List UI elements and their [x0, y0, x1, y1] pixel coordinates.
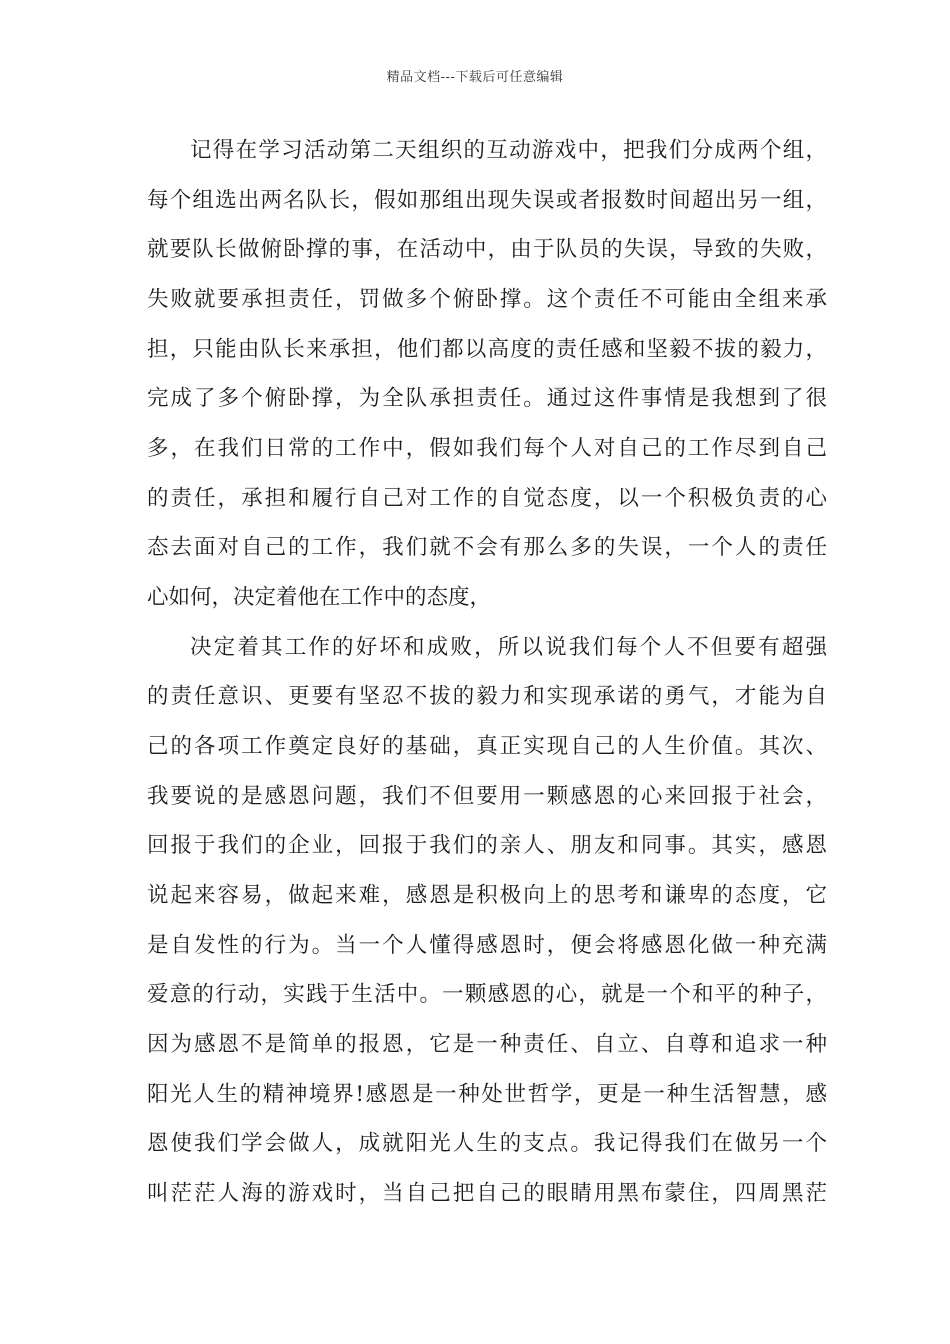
- text-line-19: 因为感恩不是简单的报恩，它是一种责任、自立、自尊和追求一种: [147, 1032, 827, 1057]
- text-line-16: 说起来容易，做起来难，感恩是积极向上的思考和谦卑的态度，它: [147, 883, 827, 908]
- text-line-13: 己的各项工作奠定良好的基础，真正实现自己的人生价值。其次、: [147, 734, 827, 759]
- text-line-22: 叫茫茫人海的游戏时，当自己把自己的眼睛用黑布蒙住，四周黑茫: [147, 1181, 827, 1206]
- text-line-10: 心如何，决定着他在工作中的态度，: [147, 585, 492, 610]
- text-line-9: 态去面对自己的工作，我们就不会有那么多的失误，一个人的责任: [147, 535, 827, 560]
- text-line-7: 多，在我们日常的工作中，假如我们每个人对自己的工作尽到自己: [147, 436, 827, 461]
- text-line-20: 阳光人生的精神境界!感恩是一种处世哲学，更是一种生活智慧，感: [147, 1082, 827, 1107]
- text-line-17: 是自发性的行为。当一个人懂得感恩时，便会将感恩化做一种充满: [147, 933, 827, 958]
- text-line-6: 完成了多个俯卧撑，为全队承担责任。通过这件事情是我想到了很: [147, 386, 827, 411]
- text-line-8: 的责任，承担和履行自己对工作的自觉态度，以一个积极负责的心: [147, 486, 827, 511]
- text-line-4: 失败就要承担责任，罚做多个俯卧撑。这个责任不可能由全组来承: [147, 287, 827, 312]
- page-header: 精品文档---下载后可任意编辑: [386, 70, 564, 85]
- text-line-14: 我要说的是感恩问题，我们不但要用一颗感恩的心来回报于社会，: [147, 784, 827, 809]
- text-line-5: 担，只能由队长来承担，他们都以高度的责任感和坚毅不拔的毅力，: [147, 337, 827, 362]
- text-line-3: 就要队长做俯卧撑的事，在活动中，由于队员的失误，导致的失败，: [147, 237, 827, 262]
- text-line-15: 回报于我们的企业，回报于我们的亲人、朋友和同事。其实，感恩: [147, 833, 827, 858]
- text-line-21: 恩使我们学会做人，成就阳光人生的支点。我记得我们在做另一个: [147, 1131, 827, 1156]
- text-line-1: 记得在学习活动第二天组织的互动游戏中，把我们分成两个组，: [190, 138, 827, 163]
- text-line-12: 的责任意识、更要有坚忍不拔的毅力和实现承诺的勇气，才能为自: [147, 684, 827, 709]
- text-line-2: 每个组选出两名队长，假如那组出现失误或者报数时间超出另一组，: [147, 188, 827, 213]
- text-line-18: 爱意的行动，实践于生活中。一颗感恩的心，就是一个和平的种子，: [147, 982, 827, 1007]
- text-line-11: 决定着其工作的好坏和成败，所以说我们每个人不但要有超强: [190, 635, 827, 660]
